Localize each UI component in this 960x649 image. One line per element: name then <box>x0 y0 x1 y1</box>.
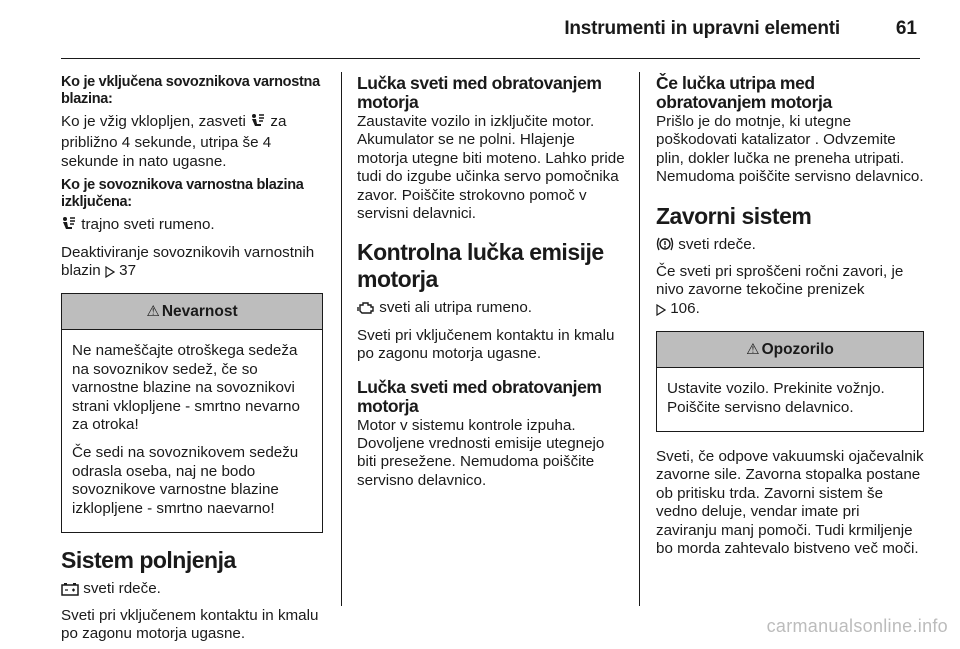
warning-triangle-icon: ⚠ <box>146 303 160 321</box>
page-reference-triangle-icon <box>105 265 115 283</box>
danger-box-body <box>62 330 322 532</box>
column-divider-2 <box>639 72 640 606</box>
reference-link[interactable]: 37 <box>119 262 137 280</box>
flashing-lamp-text: Prišlo je do motnje, ki utegne poškodovati katalizator . Odvzemite plin, dokler lučka ne preneha utripati. Nemudoma poiščite servisno delavnico. <box>656 113 924 186</box>
airbag-on-subheading: Ko je vključena sovoznikova varnostna blazina: <box>61 74 320 107</box>
warning-triangle-icon: ⚠ <box>746 341 760 359</box>
charging-lamp-text: Zaustavite vozilo in izključite motor. Akumulator se ne polni. Hlajenje motorja utegne biti moteno. Lahko pride tudi do izgube učinka servo pomočnika zavor. Poiščite strokovno pomoč v servisni delavnici. <box>357 113 625 223</box>
charging-status-text: sveti rdeče. <box>61 580 323 601</box>
brake-fluid-text: Če sveti pri sproščeni ročni zavori, je nivo zavorne tekočine prenizek 106. <box>656 263 924 321</box>
brake-warning-icon <box>656 236 674 257</box>
watermark: carmanualsonline.info <box>766 616 948 636</box>
column-divider-1 <box>341 72 342 606</box>
column-3 <box>656 74 924 565</box>
page-header <box>0 0 960 62</box>
airbag-off-icon <box>250 113 266 134</box>
battery-icon <box>61 582 79 601</box>
emission-status-text: sveti ali utripa rumeno. <box>357 299 627 320</box>
airbag-off-subheading: Ko je sovoznikova varnostna blazina izključena: <box>61 177 304 211</box>
page-title: Instrumenti in upravni elementi <box>564 18 840 39</box>
deactivation-reference: Deaktiviranje sovoznikovih varnostnih blazin 37 <box>61 244 323 284</box>
vacuum-booster-text: Sveti, če odpove vakuumski ojačevalnik zavorne sile. Zavorna stopalka postane ob pritisku trda. Zavorni sistem še vedno deluje, vendar imate pri zaviranju manj pomoči. Tudi krmiljenje bo morda zahtevalo bistveno več moči. <box>656 448 924 558</box>
emission-lamp-running-heading: Lučka sveti med obratovanjem motorja <box>357 376 602 416</box>
charging-text: Sveti pri vključenem kontaktu in kmalu po zagonu motorja ugasne. <box>61 606 319 642</box>
page-reference-triangle-icon <box>656 303 666 321</box>
airbag-off-text: trajno sveti rumeno. <box>61 216 323 237</box>
danger-text-2: Če sedi na sovoznikovem sedežu odrasla oseba, naj ne bodo sovoznikove varnostne blazine izklopljene - smrtno naevarno! <box>72 444 299 517</box>
flashing-lamp-heading: Če lučka utripa med obratovanjem motorja <box>656 73 832 112</box>
danger-box <box>61 293 323 533</box>
column-2 <box>357 74 627 496</box>
engine-check-icon <box>357 301 375 320</box>
brake-status-text: sveti rdeče. <box>656 236 924 257</box>
charging-lamp-heading: Lučka sveti med obratovanjem motorja <box>357 73 602 112</box>
emission-lamp-running-text: Motor v sistemu kontrole izpuha. Dovoljene vrednosti emisije utegnejo biti presežene. Nemudoma poiščite servisno delavnico. <box>357 416 605 489</box>
caution-box-header: ⚠ Opozorilo <box>657 332 923 368</box>
brake-system-heading: Zavorni sistem <box>656 202 812 229</box>
caution-box-body <box>657 368 923 431</box>
emission-lamp-heading: Kontrolna lučka emisije motorja <box>357 239 604 293</box>
reference-link[interactable]: 106. <box>670 299 700 317</box>
danger-box-header: ⚠ Nevarnost <box>62 294 322 330</box>
airbag-off-icon <box>61 216 77 237</box>
airbag-on-text: Ko je vžig vklopljen, zasveti za približno 4 sekunde, utripa še 4 sekunde in nato ugasne. <box>61 113 287 170</box>
emission-text: Sveti pri vključenem kontaktu in kmalu po zagonu motorja ugasne. <box>357 326 615 363</box>
caution-text: Ustavite vozilo. Prekinite vožnjo. Poiščite servisno delavnico. <box>667 380 885 416</box>
header-divider <box>61 58 920 59</box>
danger-text-1: Ne nameščajte otroškega sedeža na sovoznikov sedež, če so varnostne blazine na sovoznikovi strani vklopljene - smrtno nevarno za otroka! <box>72 342 300 434</box>
column-1 <box>61 74 323 649</box>
page-number: 61 <box>895 18 917 39</box>
charging-system-heading: Sistem polnjenja <box>61 547 236 574</box>
caution-box <box>656 331 924 432</box>
